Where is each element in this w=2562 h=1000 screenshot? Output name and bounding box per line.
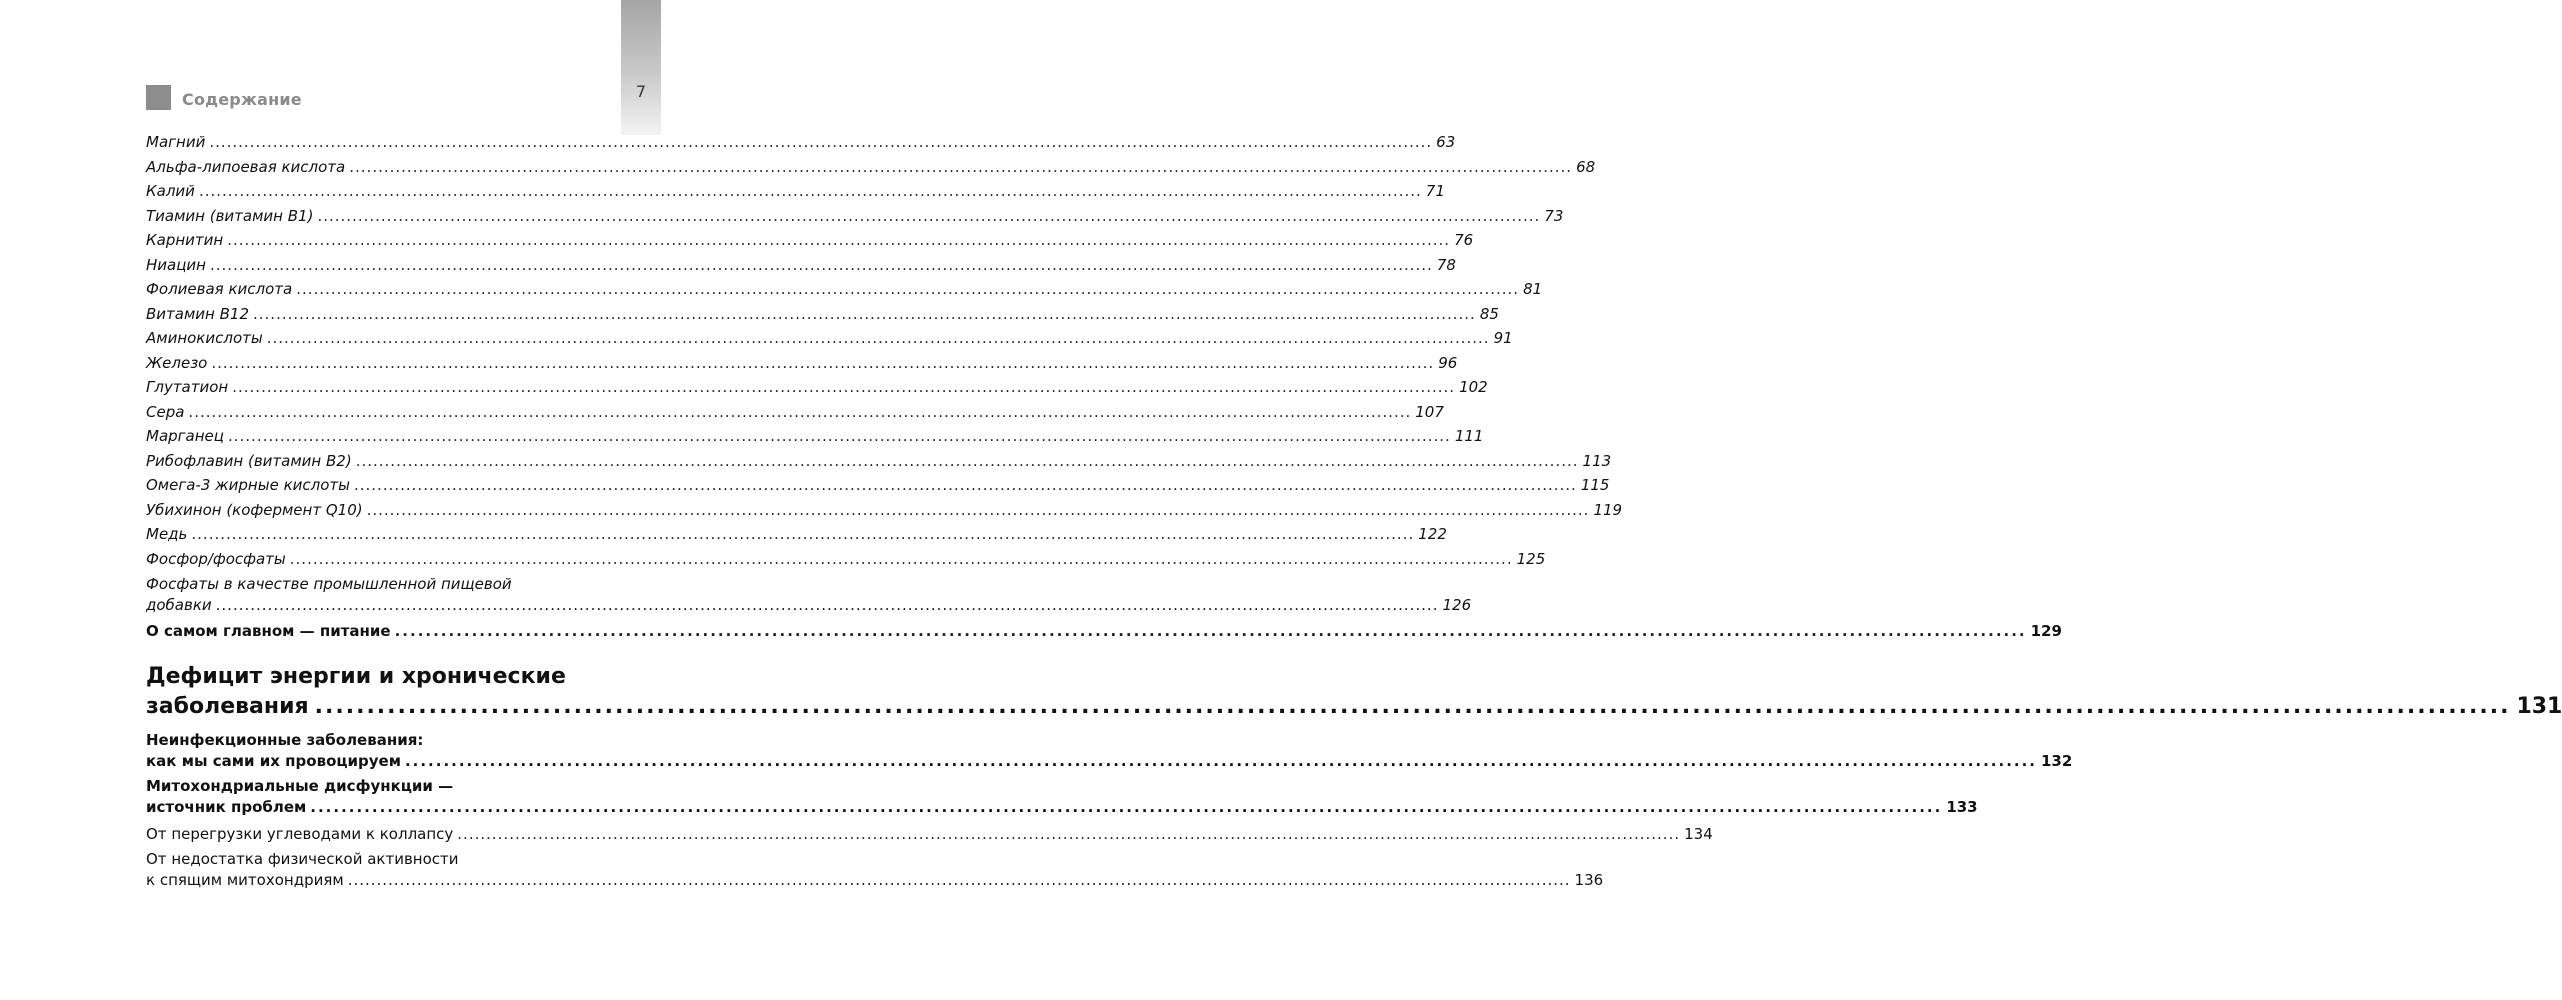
toc-entry-title: Витамин B12: [146, 304, 249, 323]
toc-entry-title: Альфа-липоевая кислота: [146, 157, 346, 176]
toc-entry-title-line1: Фосфаты в качестве промышленной пищевой: [146, 575, 512, 593]
toc-entry-plain-multiline[interactable]: [146, 849, 1604, 891]
toc-entry-page: 136: [1574, 871, 1604, 889]
toc-entry-page: 96: [1438, 353, 1458, 372]
toc-entry-title: Калий: [146, 182, 195, 200]
leader-dots: ....................................................................................................................................................................................................................: [266, 329, 1490, 347]
toc-entry-multiline[interactable]: [146, 574, 1472, 616]
toc-entry-page: 76: [1454, 231, 1474, 249]
toc-entry[interactable]: [146, 277, 1543, 302]
toc-entry[interactable]: [146, 155, 1596, 180]
toc-entry[interactable]: [146, 351, 1458, 376]
chapter-page: 131: [2516, 693, 2562, 719]
toc-entry[interactable]: [146, 473, 1610, 498]
toc-section-page: 132: [2040, 751, 2073, 770]
leader-dots: ....................................................................................................................................................................................................................: [209, 133, 1433, 151]
toc-entry-bold[interactable]: [146, 619, 2062, 644]
chapter-title-line1: Дефицит энергии и хронические: [146, 663, 566, 689]
leader-dots: ....................................................................................................................................................................................................................: [457, 824, 1681, 843]
toc-entry-title: Глутатион: [146, 378, 229, 396]
toc-entry-title: Марганец: [146, 427, 224, 445]
toc-entry-page: 102: [1459, 378, 1488, 396]
toc-entry-title: Рибофлавин (витамин B2): [146, 451, 352, 470]
section-title: Содержание: [182, 90, 302, 109]
leader-dots: ....................................................................................................................................................................................................................: [227, 231, 1451, 249]
leader-dots: ....................................................................................................................................................................................................................: [347, 871, 1571, 889]
toc-entry-page: 91: [1493, 329, 1513, 347]
toc-entry-title-line2: к спящим митохондриям: [146, 871, 344, 889]
toc-section-title-line1: Митохондриальные дисфункции —: [146, 776, 454, 795]
leader-dots: ....................................................................................................................................................................................................................: [232, 378, 1456, 396]
toc-entry-page: 125: [1516, 549, 1546, 568]
toc-entry[interactable]: [146, 204, 1564, 229]
table-of-contents: [146, 130, 2562, 891]
toc-entry-title: Карнитин: [146, 231, 224, 249]
toc-entry[interactable]: [146, 498, 1623, 523]
leader-dots: ....................................................................................................................................................................................................................: [211, 353, 1435, 372]
toc-entry-title: Железо: [146, 353, 208, 372]
toc-section-title-line2: источник проблем: [146, 797, 307, 816]
toc-entry-title: О самом главном — питание: [146, 622, 391, 640]
toc-entry[interactable]: [146, 253, 1456, 278]
toc-entry[interactable]: [146, 302, 1499, 327]
toc-entry-plain[interactable]: [146, 822, 1713, 847]
toc-entry-title: Убихинон (кофермент Q10): [146, 500, 363, 519]
toc-entry-page: 71: [1425, 182, 1445, 200]
page-number: 7: [635, 82, 647, 101]
toc-entry-page: 107: [1415, 402, 1444, 421]
leader-dots: ....................................................................................................................................................................................................................: [310, 797, 1943, 816]
leader-dots: ....................................................................................................................................................................................................................: [289, 549, 1513, 568]
toc-entry-page: 126: [1442, 596, 1472, 614]
toc-entry-page: 115: [1580, 476, 1610, 494]
leader-dots: ....................................................................................................................................................................................................................: [353, 476, 1577, 494]
toc-entry[interactable]: [146, 424, 1484, 449]
toc-entry-title: От перегрузки углеводами к коллапсу: [146, 824, 454, 843]
leader-dots: ....................................................................................................................................................................................................................: [227, 427, 1451, 445]
toc-entry-page: 81: [1523, 280, 1543, 298]
toc-entry-title-line1: От недостатка физической активности: [146, 850, 459, 868]
leader-dots: ....................................................................................................................................................................................................................: [188, 402, 1412, 421]
leader-dots: ....................................................................................................................................................................................................................: [296, 280, 1520, 298]
chapter-title-line2: заболевания: [146, 693, 309, 719]
toc-entry-page: 85: [1479, 304, 1499, 323]
toc-entry[interactable]: [146, 400, 1444, 425]
toc-entry-title: Медь: [146, 525, 188, 543]
toc-entry[interactable]: [146, 326, 1513, 351]
leader-dots: ....................................................................................................................................................................................................................: [198, 182, 1422, 200]
leader-dots: ....................................................................................................................................................................................................................: [191, 525, 1415, 543]
toc-section-title-line1: Неинфекционные заболевания:: [146, 730, 424, 749]
toc-entry[interactable]: [146, 375, 1488, 400]
toc-entry-page: 78: [1436, 255, 1456, 274]
leader-dots: ....................................................................................................................................................................................................................: [366, 500, 1590, 519]
toc-section-title-line2: как мы сами их провоцируем: [146, 751, 401, 770]
leader-dots: ....................................................................................................................................................................................................................: [349, 157, 1573, 176]
leader-dots: ....................................................................................................................................................................................................................: [394, 622, 2027, 640]
leader-dots: ....................................................................................................................................................................................................................: [210, 255, 1433, 274]
toc-entry[interactable]: [146, 522, 1447, 547]
toc-entry-title: Омега-3 жирные кислоты: [146, 476, 350, 494]
toc-entry[interactable]: [146, 547, 1546, 572]
leader-dots: ....................................................................................................................................................................................................................: [404, 751, 2037, 770]
toc-section-page: 133: [1946, 797, 1978, 816]
toc-entry-title: Сера: [146, 402, 185, 421]
toc-section[interactable]: [146, 776, 1978, 818]
toc-entry-page: 68: [1576, 157, 1596, 176]
leader-dots: ....................................................................................................................................................................................................................: [355, 451, 1579, 470]
toc-entry-title: Фосфор/фосфаты: [146, 549, 286, 568]
toc-entry-page: 113: [1582, 451, 1612, 470]
toc-entry[interactable]: [146, 130, 1456, 155]
toc-entry-title: Ниацин: [146, 255, 206, 274]
chapter-heading[interactable]: [146, 662, 2562, 722]
toc-entry-page: 129: [2030, 622, 2062, 640]
toc-entry-page: 122: [1418, 525, 1447, 543]
toc-entry-page: 63: [1436, 133, 1456, 151]
toc-entry-page: 111: [1454, 427, 1484, 445]
header-square-marker: [146, 85, 171, 110]
toc-entry-page: 119: [1593, 500, 1623, 519]
page-side-tab: [621, 0, 661, 135]
leader-dots: ....................................................................................................................................................................................................................: [253, 304, 1476, 323]
leader-dots: ....................................................................................................................................................................................................................: [317, 206, 1541, 225]
toc-section[interactable]: [146, 730, 2073, 772]
toc-entry-title: Магний: [146, 133, 206, 151]
toc-entry-page: 134: [1684, 824, 1713, 843]
leader-dots: ....................................................................................................................................................................................................................: [314, 693, 2511, 719]
toc-entry[interactable]: [146, 179, 1445, 204]
toc-entry-title-line2: добавки: [146, 596, 212, 614]
toc-entry-title: Фолиевая кислота: [146, 280, 293, 298]
toc-entry-title: Аминокислоты: [146, 329, 263, 347]
toc-entry-page: 73: [1544, 206, 1564, 225]
leader-dots: ....................................................................................................................................................................................................................: [215, 596, 1439, 614]
toc-entry[interactable]: [146, 228, 1474, 253]
toc-entry[interactable]: [146, 449, 1612, 474]
toc-entry-title: Тиамин (витамин B1): [146, 206, 314, 225]
